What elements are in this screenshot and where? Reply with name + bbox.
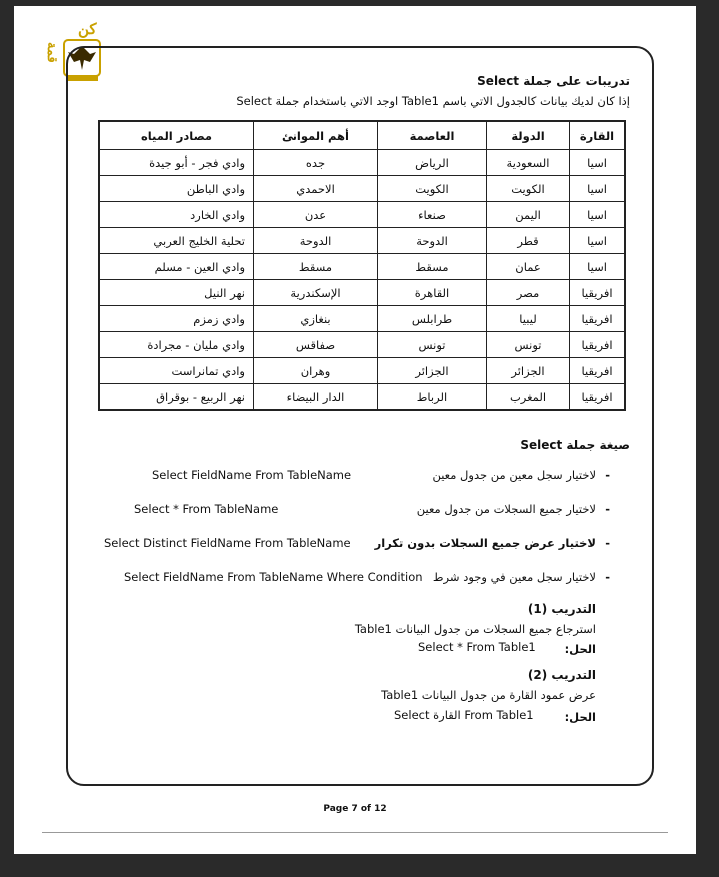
cell-water: وادي الخارد — [99, 202, 254, 228]
cell-port: بنغازي — [254, 306, 378, 332]
cell-country: السعودية — [487, 150, 570, 176]
table-row — [99, 280, 625, 306]
cell-continent: اسيا — [570, 228, 626, 254]
cell-country: تونس — [487, 332, 570, 358]
table-row — [99, 332, 625, 358]
format-desc-3: - لاختيار عرض جميع السجلات بدون تكرار — [375, 536, 596, 550]
format-desc-1: - لاختيار سجل معين من جدول معين — [432, 468, 596, 482]
header-continent: القارة — [570, 121, 626, 150]
logo-text-side: قمة — [44, 42, 59, 63]
page-subtitle: إذا كان لديك بيانات كالجدول الاتي باسم Table1 اوجد الاتي باستخدام جملة Select — [236, 94, 630, 108]
countries-table — [98, 120, 626, 411]
cell-country: ليبيا — [487, 306, 570, 332]
format-syntax-3: Select Distinct FieldName From TableName — [104, 536, 351, 550]
table-row — [99, 176, 625, 202]
format-syntax-2: Select * From TableName — [134, 502, 279, 516]
cell-country: الجزائر — [487, 358, 570, 384]
page-title: تدريبات على جملة Select — [477, 74, 630, 88]
exercise-1-task: استرجاع جميع السجلات من جدول البيانات Table1 — [354, 622, 596, 636]
format-syntax-1: Select FieldName From TableName — [152, 468, 352, 482]
cell-water: وادي زمزم — [99, 306, 254, 332]
cell-country: الكويت — [487, 176, 570, 202]
table-row — [99, 254, 625, 280]
cell-port: جده — [254, 150, 378, 176]
cell-continent: افريقيا — [570, 280, 626, 306]
cell-continent: افريقيا — [570, 306, 626, 332]
exercise-2-title: التدريب (2) — [527, 668, 596, 682]
cell-water: وادي مليان - مجرادة — [99, 332, 254, 358]
document-page — [14, 6, 696, 854]
cell-capital: الجزائر — [378, 358, 487, 384]
cell-port: الإسكندرية — [254, 280, 378, 306]
cell-port: صفاقس — [254, 332, 378, 358]
header-capital: العاصمة — [378, 121, 487, 150]
cell-port: الدوحة — [254, 228, 378, 254]
cell-country: مصر — [487, 280, 570, 306]
cell-capital: الدوحة — [378, 228, 487, 254]
cell-capital: الرياض — [378, 150, 487, 176]
cell-continent: اسيا — [570, 254, 626, 280]
exercise-2-solution: Select القارة From Table1 — [394, 708, 534, 722]
table-row — [99, 306, 625, 332]
cell-port: عدن — [254, 202, 378, 228]
footer-divider — [42, 832, 668, 833]
cell-capital: القاهرة — [378, 280, 487, 306]
cell-water: نهر النيل — [99, 280, 254, 306]
cell-country: المغرب — [487, 384, 570, 411]
cell-capital: تونس — [378, 332, 487, 358]
format-desc-2: - لاختيار جميع السجلات من جدول معين — [417, 502, 596, 516]
cell-continent: افريقيا — [570, 332, 626, 358]
format-desc-4: - لاختيار سجل معين في وجود شرط — [433, 570, 596, 584]
cell-continent: اسيا — [570, 202, 626, 228]
table-row — [99, 150, 625, 176]
table-row — [99, 384, 625, 411]
logo-text-top: كن — [78, 20, 97, 38]
table-header-row — [99, 121, 625, 150]
cell-capital: الرباط — [378, 384, 487, 411]
cell-port: وهران — [254, 358, 378, 384]
cell-capital: طرابلس — [378, 306, 487, 332]
cell-water: وادي تمانراست — [99, 358, 254, 384]
cell-port: الدار البيضاء — [254, 384, 378, 411]
exercise-2-task: عرض عمود القارة من جدول البيانات Table1 — [381, 688, 596, 702]
cell-capital: الكويت — [378, 176, 487, 202]
cell-continent: اسيا — [570, 176, 626, 202]
cell-continent: افريقيا — [570, 384, 626, 411]
cell-country: عمان — [487, 254, 570, 280]
page-number: Page 7 of 12 — [323, 804, 387, 814]
cell-water: وادي العين - مسلم — [99, 254, 254, 280]
table-row — [99, 202, 625, 228]
cell-water: وادي فجر - أبو جيدة — [99, 150, 254, 176]
header-ports: أهم الموانئ — [254, 121, 378, 150]
cell-country: اليمن — [487, 202, 570, 228]
cell-port: الاحمدي — [254, 176, 378, 202]
exercise-1-solution: Select * From Table1 — [418, 640, 536, 654]
cell-continent: اسيا — [570, 150, 626, 176]
cell-continent: افريقيا — [570, 358, 626, 384]
cell-capital: صنعاء — [378, 202, 487, 228]
cell-water: تحلية الخليج العربي — [99, 228, 254, 254]
cell-water: نهر الربيع - بوقراق — [99, 384, 254, 411]
cell-port: مسقط — [254, 254, 378, 280]
formats-title: صيغة جملة Select — [520, 438, 630, 452]
exercise-1-title: التدريب (1) — [527, 602, 596, 616]
format-syntax-4: Select FieldName From TableName Where Condition — [124, 570, 423, 584]
table-row — [99, 228, 625, 254]
table-row — [99, 358, 625, 384]
header-water: مصادر المياه — [99, 121, 254, 150]
cell-capital: مسقط — [378, 254, 487, 280]
header-country: الدولة — [487, 121, 570, 150]
cell-water: وادي الباطن — [99, 176, 254, 202]
exercise-1-solution-label: الحل: — [564, 642, 596, 656]
cell-country: قطر — [487, 228, 570, 254]
exercise-2-solution-label: الحل: — [564, 710, 596, 724]
